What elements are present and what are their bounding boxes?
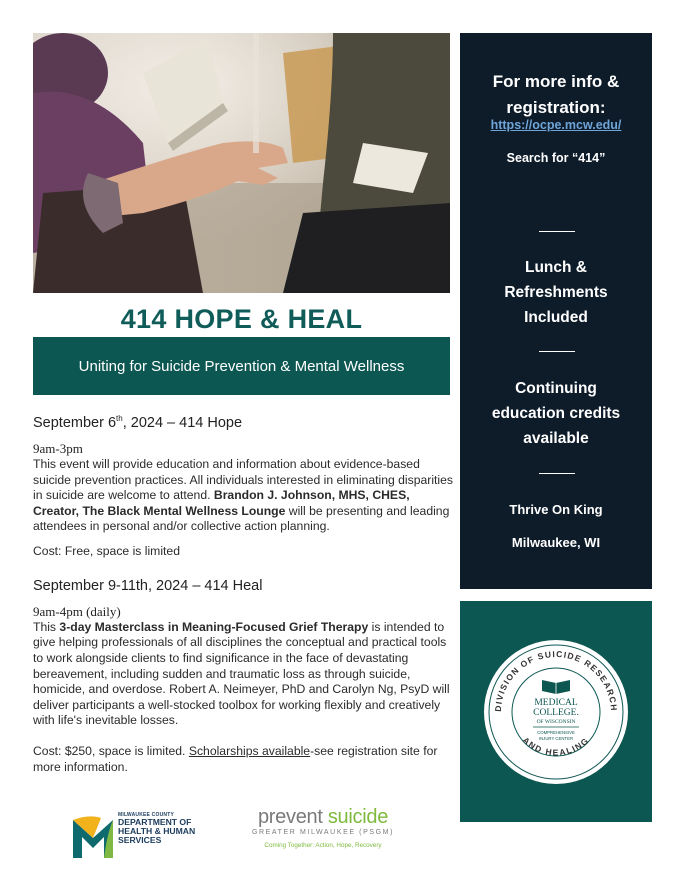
divider <box>539 231 575 232</box>
event-2-time: 9am-4pm (daily) <box>33 604 121 620</box>
dhhs-county: MILWAUKEE COUNTY <box>118 812 174 818</box>
event-details <box>33 411 453 775</box>
dhhs-logo: MILWAUKEE COUNTY DEPARTMENT OF HEALTH & HUMAN SERVICES <box>71 812 221 860</box>
hero-photo <box>33 33 450 293</box>
event-1-cost: Cost: Free, space is limited <box>33 543 180 558</box>
support-group-photo <box>33 33 450 293</box>
svg-text:OF WISCONSIN: OF WISCONSIN <box>536 718 576 725</box>
scholarships-link[interactable]: Scholarships available <box>188 743 311 758</box>
dhhs-m-icon <box>71 812 115 860</box>
search-hint: Search for “414” <box>506 151 606 165</box>
divider <box>539 351 575 352</box>
seal-ring-top: DIVISION OF SUICIDE RESEARCH <box>492 648 620 712</box>
subtitle-banner <box>33 337 450 395</box>
svg-text:INJURY CENTER: INJURY CENTER <box>538 735 574 741</box>
registration-link[interactable]: https://ocpe.mcw.edu/ <box>490 118 622 132</box>
info-sidebar <box>460 33 652 589</box>
subtitle-text: Uniting for Suicide Prevention & Mental Wellness <box>78 357 405 375</box>
event-2-cost: Cost: $250, space is limited. Scholarships available-see registration site for more information. <box>33 743 438 774</box>
prevent-suicide-logo: prevent suicide GREATER MILWAUKEE (PSGM) Coming Together: Action, Hope, Recovery <box>251 806 395 849</box>
event-1-heading: September 6th, 2024 – 414 Hope <box>33 414 243 431</box>
seal-panel <box>460 601 652 822</box>
divider <box>539 473 575 474</box>
svg-text:COMPREHENSIVE: COMPREHENSIVE <box>537 729 575 735</box>
event-2-description: This 3-day Masterclass in Meaning-Focused Grief Therapy is intended to give helping professionals of all disciplines the conceptual and practical tools to work alongside clients to find significance in the face of devastating bereavement, including sudden and traumatic loss as through suicide, homicide, and overdose. Robert A. Neimeyer, PhD and Carolyn Ng, PsyD will deliver participants a well-stocked toolbox for working flexibly and creatively with life's inevitable losses. <box>33 619 450 728</box>
venue-city: Milwaukee, WI <box>511 535 601 550</box>
lunch-info: Lunch & Refreshments Included <box>504 259 608 326</box>
division-seal-logo <box>481 637 631 787</box>
more-info-heading: For more info & registration: <box>492 72 620 117</box>
seal-ring-bottom: AND HEALING <box>520 734 592 757</box>
svg-text:MEDICAL: MEDICAL <box>534 697 578 708</box>
svg-text:COLLEGE.: COLLEGE. <box>533 707 579 718</box>
venue-name: Thrive On King <box>509 502 603 517</box>
event-1-description: This event will provide education and information about evidence-based suicide prevention practices. All individuals interested in eliminating disparities in suicide are welcome to attend. Brandon J. Johnson, MHS, CHES, Creator, The Black Mental Wellness Lounge will be presenting and leading attendees in personal and/or collective action planning. <box>33 457 454 534</box>
credits-info: Continuing education credits available <box>491 380 621 447</box>
event-1-time: 9am-3pm <box>33 441 83 457</box>
page-title: 414 HOPE & HEAL <box>120 304 363 334</box>
event-2-heading: September 9-11th, 2024 – 414 Heal <box>33 577 263 594</box>
